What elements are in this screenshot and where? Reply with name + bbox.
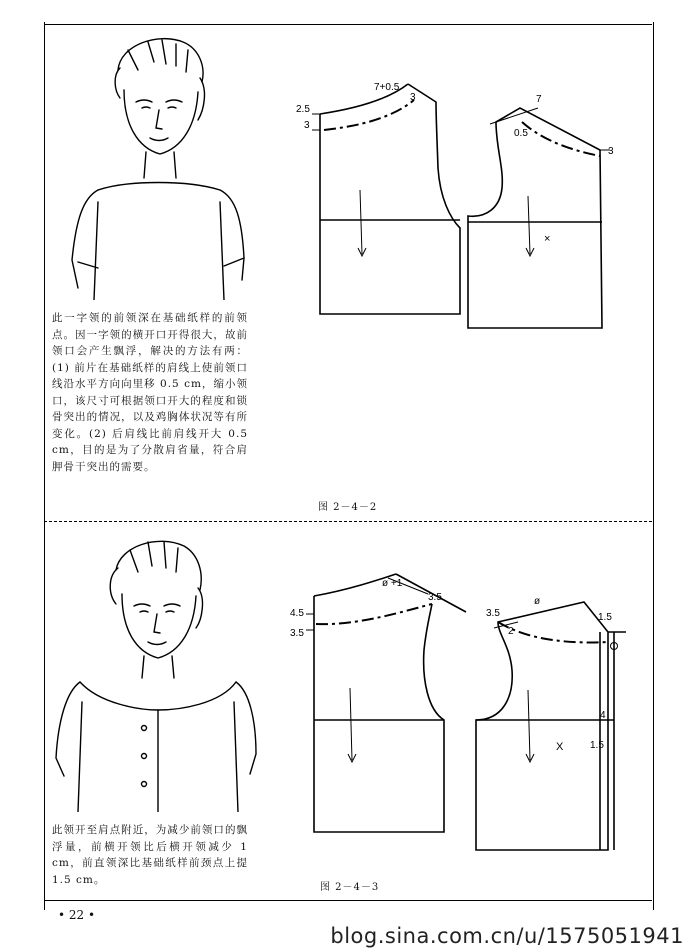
back-bodice-outline	[468, 108, 602, 328]
label-back-shoulder: 7	[536, 94, 542, 105]
label-front-neck-end: 3	[410, 92, 416, 103]
front-new-neckline	[324, 100, 414, 130]
label-placket-top: 1.5	[598, 612, 612, 623]
front-bodice-outline	[320, 84, 460, 314]
label-back-shift: 0.5	[514, 128, 528, 139]
label-front-depth-top: 2.5	[296, 104, 310, 115]
section1-text: 此一字领的前领深在基础纸样的前领点。因一字领的横开口开得很大，故前领口会产生飘浮，解决的方法有两：(1) 前片在基础纸样的肩线上使前领口线沿水平方向向里移 0.5 cm，缩小领口，该尺寸可根据领口开大的程度和锁骨突出的情况，以及鸡胸体状况等有所变化。(2) 后肩线比前肩线开大 0.5 cm，目的是为了分散肩省量，符合肩胛骨干突出的需要。	[52, 312, 248, 473]
label-placket-width: 4	[600, 710, 606, 721]
label-back-mark: X	[556, 741, 564, 753]
back-new-neckline	[498, 622, 608, 642]
front-bodice-outline	[314, 596, 444, 832]
label-placket-edge: 1.5	[590, 740, 604, 751]
front-new-neckline	[316, 604, 432, 624]
label-back-depth: 2	[508, 626, 514, 637]
back-new-neckline	[522, 122, 600, 156]
figure-caption-2: 图 2－4－3	[320, 882, 380, 893]
label-back-neck-end: 3.5	[486, 608, 500, 619]
pattern-diagram-1	[290, 78, 640, 338]
label-back-mark: ×	[544, 233, 551, 245]
label-front-shoulder: ø +1	[382, 578, 403, 589]
page-number: • 22 •	[58, 908, 96, 922]
label-back-depth: 3	[608, 146, 614, 157]
label-front-neck-end: 3.5	[428, 592, 442, 603]
section2-text: 此领开至肩点附近，为减少前领口的飘浮量，前横开领比后横开领减少 1 cm，前直领深比基础纸样前颈点上提 1.5 cm。	[52, 824, 248, 886]
model-illustration-2	[50, 532, 260, 812]
label-front-shoulder: 7+0.5	[374, 82, 400, 93]
model-illustration-1	[58, 30, 258, 300]
label-front-depth-top: 4.5	[290, 608, 304, 619]
pattern-diagram-2	[288, 570, 638, 860]
section-divider	[44, 521, 652, 522]
label-front-depth: 3.5	[290, 628, 304, 639]
top-rule	[44, 24, 652, 25]
label-back-shoulder: ø	[534, 596, 541, 607]
label-front-depth: 3	[304, 120, 310, 131]
figure-caption-1: 图 2－4－2	[318, 502, 378, 513]
watermark: blog.sina.com.cn/u/1575051941	[330, 924, 684, 948]
bottom-rule	[44, 900, 652, 901]
